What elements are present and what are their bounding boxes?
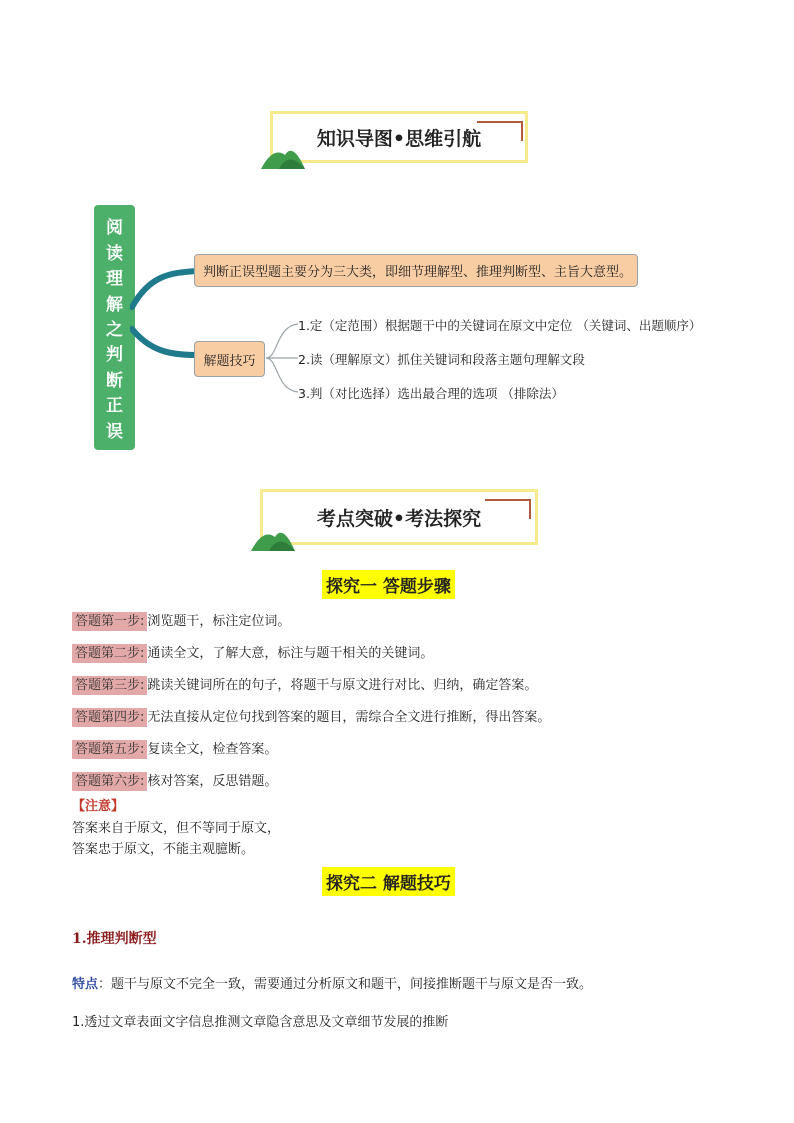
step-1 — [72, 610, 290, 629]
step-text: 复读全文，检查答案。 — [147, 742, 278, 757]
root-char: 读 — [106, 243, 123, 264]
step-text: 跳读关键词所在的句子，将题干与原文进行对比、归纳，确定答案。 — [147, 678, 538, 693]
feature-text: ：题干与原文不完全一致，需要通过分析原文和题干，间接推断题干与原文是否一致。 — [98, 977, 593, 992]
step-5 — [72, 738, 277, 757]
hill-icon — [259, 140, 309, 170]
section1-title: 探究一 答题步骤 — [322, 570, 455, 599]
banner-corner-line — [521, 121, 523, 141]
step-2 — [72, 642, 433, 661]
banner-corner-line — [477, 121, 523, 123]
step-label: 答题第六步: — [72, 772, 147, 791]
hill-icon — [249, 522, 299, 552]
banner-corner-line — [485, 499, 531, 501]
step-text: 核对答案，反思错题。 — [147, 774, 278, 789]
step-text: 浏览题干，标注定位词。 — [147, 614, 291, 629]
root-char: 理 — [106, 269, 123, 290]
step-label: 答题第四步: — [72, 708, 147, 727]
mindmap-connectors — [130, 255, 200, 365]
mindmap-root — [94, 205, 135, 450]
root-char: 之 — [106, 319, 123, 340]
step-4 — [72, 706, 550, 725]
branch-3: 3.判（对比选择）选出最合理的选项 （排除法） — [298, 386, 564, 401]
branch-1: 1.定（定范围）根据题干中的关键词在原文中定位 （关键词、出题顺序） — [298, 318, 702, 333]
root-char: 误 — [106, 421, 123, 442]
step-label: 答题第五步: — [72, 740, 147, 759]
note-line: 答案来自于原文，但不等同于原文， — [72, 821, 281, 836]
subsection-title: 1.推理判断型 — [72, 931, 157, 947]
feature-label: 特点 — [72, 977, 99, 992]
mindmap-node-techniques: 解题技巧 — [194, 341, 265, 377]
banner-corner-line — [529, 499, 531, 519]
root-char: 正 — [106, 396, 123, 417]
branch-2: 2.读（理解原文）抓住关键词和段落主题句理解文段 — [298, 352, 585, 367]
root-char: 阅 — [106, 218, 123, 239]
step-label: 答题第一步: — [72, 612, 147, 631]
mindmap-banner-title: 知识导图•思维引航 — [316, 127, 482, 150]
step-3 — [72, 674, 537, 693]
note-line: 答案忠于原文，不能主观臆断。 — [72, 842, 255, 857]
step-label: 答题第二步: — [72, 644, 147, 663]
point-1: 1.透过文章表面文字信息推测文章隐含意思及文章细节发展的推断 — [72, 1015, 449, 1030]
root-char: 断 — [106, 370, 123, 391]
exam-banner-title: 考点突破•考法探究 — [316, 507, 482, 530]
step-text: 无法直接从定位句找到答案的题目，需综合全文进行推断，得出答案。 — [147, 710, 551, 725]
section2-title: 探究二 解题技巧 — [322, 867, 455, 896]
note-title: 【注意】 — [72, 799, 125, 814]
feature-paragraph — [72, 973, 592, 992]
mindmap-node-categories: 判断正误型题主要分为三大类，即细节理解型、推理判断型、主旨大意型。 — [194, 254, 638, 287]
step-6 — [72, 770, 277, 789]
exam-banner — [260, 489, 538, 545]
root-char: 解 — [106, 294, 123, 315]
step-label: 答题第三步: — [72, 676, 147, 695]
root-char: 判 — [106, 345, 123, 366]
step-text: 通读全文，了解大意，标注与题干相关的关键词。 — [147, 646, 434, 661]
